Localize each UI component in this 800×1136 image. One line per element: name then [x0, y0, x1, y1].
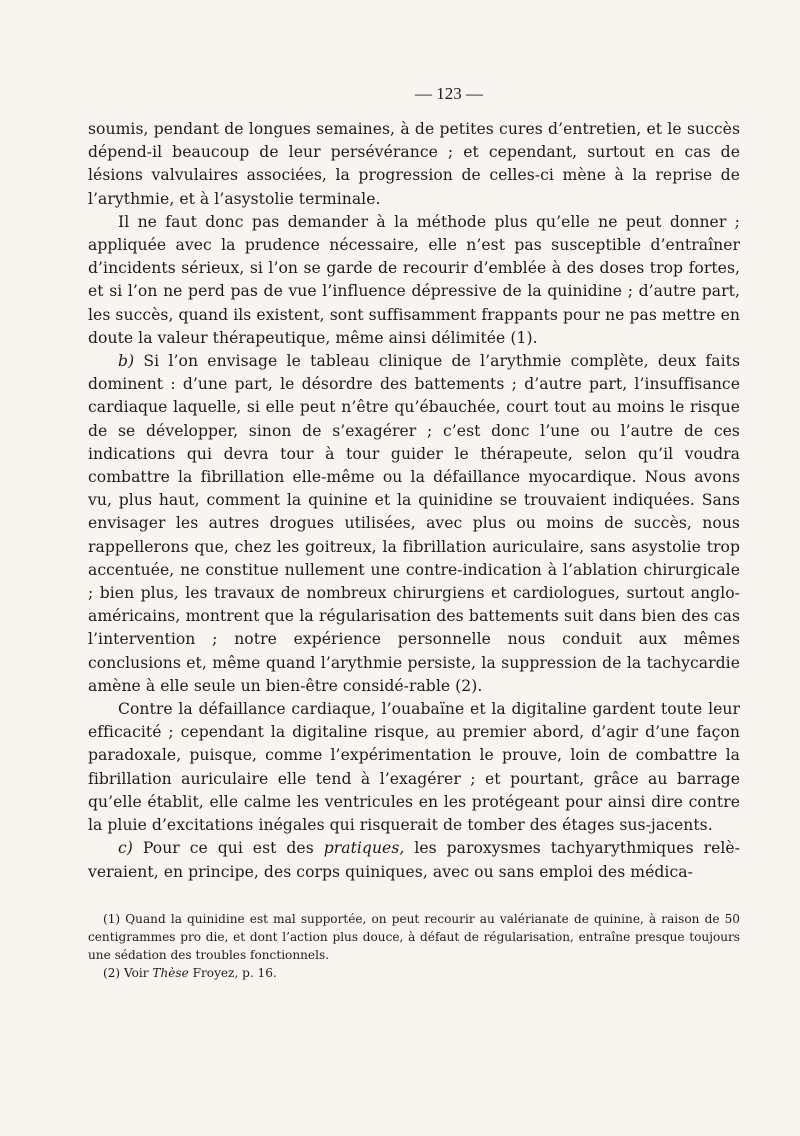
footnote-text: (2) Voir — [103, 965, 153, 980]
section-marker-b: b) — [118, 352, 135, 371]
section-marker-c: c) — [118, 839, 133, 858]
paragraph-text: les paroxysmes tachyarythmiques relè-veraient, en principe, des corps quiniques, avec ou sans emploi des médica- — [88, 839, 740, 881]
paragraph-method-limits: Il ne faut donc pas demander à la méthode plus qu’elle ne peut donner ; appliquée avec la prudence nécessaire, elle n’est pas susceptible d’entraîner d’incidents sérieux, si l’on se garde de recourir d’emblée à des doses trop fortes, et si l’on ne perd pas de vue l’influence dépressive de la quinidine ; d’autre part, les succès, quand ils existent, sont suffisamment frappants pour ne pas mettre en doute la valeur thérapeutique, même ainsi délimitée (1). — [88, 212, 740, 347]
italic-term: Thèse — [152, 965, 189, 980]
paragraph-text: Pour ce qui est des — [132, 839, 324, 858]
footnote-2 — [88, 964, 740, 982]
paragraph-text: Si l’on envisage le tableau clinique de l’arythmie complète, deux faits dominent : d’une part, le désordre des battements ; d’autre part, l’insuffisance cardiaque laquelle, si elle peut n’être qu’ébauchée, court tout au moins le risque de se développer, sinon de s’exagérer ; c’est donc l’une ou l’autre de ces indications qui devra tour à tour guider le thérapeute, selon qu’il voudra combattre la fibrillation elle-même ou la défaillance myocardique. Nous avons vu, plus haut, comment la quinine et la quinidine se trouvaient indiquées. Sans envisager les autres drogues utilisées, avec plus ou moins de succès, nous rappellerons que, chez les goitreux, la fibrillation auriculaire, sans asystolie trop accentuée, ne constitue nullement une contre-indication à l’ablation chirurgicale ; bien plus, les travaux de nombreux chirurgiens et cardiologues, surtout anglo-américains, montrent que la régularisation des battements suit dans bien des cas l’intervention ; notre expérience personnelle nous conduit aux mêmes conclusions et, même quand l’arythmie persiste, la suppression de la tachycardie amène à elle seule un bien-être considé-rable (2). — [88, 352, 740, 695]
footnotes — [88, 910, 740, 982]
book-page — [88, 84, 740, 982]
footnote-1: (1) Quand la quinidine est mal supportée, on peut recourir au valérianate de quinine, à raison de 50 centigrammes pro die, et dont l’action plus douce, à défaut de régularisation, entraîne presque toujours une sédation des troubles fonctionnels. — [88, 911, 740, 962]
paragraph-cardiac-failure: Contre la défaillance cardiaque, l’ouabaïne et la digitaline gardent toute leur efficacité ; cependant la digitaline risque, au premier abord, d’agir d’une façon paradoxale, puisque, comme l’expérimentation le prouve, loin de combattre la fibrillation auriculaire elle tend à l’exagérer ; et pourtant, grâce au barrage qu’elle établit, elle calme les ventricules en les protégeant pour ainsi dire contre la pluie d’excitations inégales qui risquerait de tomber des étages sus-jacents. — [88, 700, 740, 835]
paragraph-paroxysmal-forms — [88, 837, 740, 883]
page-number: — 123 — — [415, 84, 483, 103]
paragraph-continuation: soumis, pendant de longues semaines, à de petites cures d’entretien, et le succès dépend-il beaucoup de leur persévérance ; et cependant, surtout en cas de lésions valvulaires associées, la progression de celles-ci mène à la reprise de l’arythmie, et à l’asystolie terminale. — [88, 120, 740, 208]
footnote-text: Froyez, p. 16. — [188, 965, 277, 980]
italic-term: pratiques, — [323, 839, 405, 858]
paragraph-complete-arrhythmia — [88, 350, 740, 698]
